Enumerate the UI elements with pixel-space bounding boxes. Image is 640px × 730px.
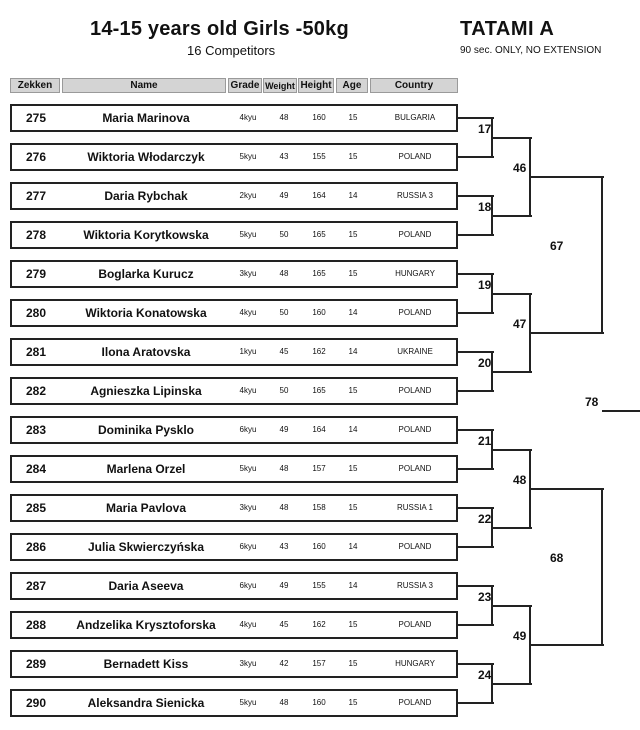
match-number: 22 [478,511,492,526]
match-number: 17 [478,121,492,136]
competitor-row [10,494,458,522]
bracket-line [530,176,604,178]
tatami-label: TATAMI A [460,18,555,40]
height: 157 [312,464,326,473]
bracket-line [492,215,532,217]
competitor-name: Aleksandra Sienicka [87,696,205,710]
competitor-row [10,104,458,132]
header-grade: Grade [228,78,262,93]
height: 164 [312,191,326,200]
competitor-name: Boglarka Kurucz [98,267,194,281]
grade: 3kyu [239,659,257,668]
grade: 5kyu [239,152,257,161]
age: 14 [348,425,358,434]
competitor-row [10,338,458,366]
country: POLAND [398,425,432,434]
competitor-row [10,533,458,561]
country: RUSSIA 1 [396,503,433,512]
country: UKRAINE [397,347,433,356]
height: 160 [312,698,326,707]
bracket-line [458,468,494,470]
match-number: 68 [550,550,564,565]
country: HUNGARY [395,269,435,278]
competitor-row [10,221,458,249]
country: POLAND [398,698,432,707]
match-number: 21 [478,433,492,448]
competitor-name: Daria Aseeva [108,579,184,593]
bracket-line [492,605,532,607]
match-number: 47 [513,316,527,331]
competitor-name: Maria Marinova [102,111,190,125]
grade: 4kyu [239,113,257,122]
zekken-number: 284 [25,462,47,476]
height: 165 [312,230,326,239]
age: 14 [348,581,358,590]
match-number: 49 [513,628,527,643]
zekken-number: 277 [25,189,47,203]
height: 160 [312,113,326,122]
country: POLAND [398,542,432,551]
weight: 49 [279,425,289,434]
match-number: 19 [478,277,492,292]
bracket-line [530,332,604,334]
match-number: 23 [478,589,492,604]
bracket-line [530,488,604,490]
age: 15 [348,152,358,161]
weight: 45 [279,347,289,356]
bracket-line [492,137,532,139]
age: 14 [348,347,358,356]
country: HUNGARY [395,659,435,668]
zekken-number: 288 [25,618,47,632]
match-number: 67 [550,238,564,253]
grade: 5kyu [239,464,257,473]
height: 155 [312,152,326,161]
grade: 5kyu [239,698,257,707]
match-rules: 90 sec. ONLY, NO EXTENSION [460,45,602,56]
grade: 6kyu [239,425,257,434]
age: 15 [348,386,358,395]
grade: 2kyu [239,191,257,200]
bracket-line [492,293,532,295]
zekken-number: 285 [25,501,47,515]
height: 158 [312,503,326,512]
competitor-row [10,260,458,288]
bracket-line [458,663,494,665]
age: 15 [348,620,358,629]
country: POLAND [398,230,432,239]
competitor-row [10,299,458,327]
age: 15 [348,464,358,473]
grade: 4kyu [239,620,257,629]
weight: 50 [279,386,289,395]
header-zekken: Zekken [10,78,60,93]
competitor-name: Daria Rybchak [104,189,188,203]
zekken-number: 280 [25,306,47,320]
competitor-row [10,377,458,405]
age: 15 [348,269,358,278]
bracket-line [458,273,494,275]
competitor-name: Wiktoria Włodarczyk [87,150,205,164]
weight: 50 [279,230,289,239]
bracket-line [492,683,532,685]
weight: 48 [279,113,289,122]
competitor-name: Andzelika Krysztoforska [76,618,216,632]
competitor-row [10,416,458,444]
country: POLAND [398,620,432,629]
country: POLAND [398,308,432,317]
country: BULGARIA [394,113,436,122]
country: RUSSIA 3 [396,191,433,200]
match-number: 48 [513,472,527,487]
bracket-line [602,410,640,412]
competitor-name: Dominika Pysklo [97,423,195,437]
grade: 1kyu [239,347,257,356]
header-weight: Weight [263,78,297,93]
weight: 48 [279,269,289,278]
zekken-number: 279 [25,267,47,281]
height: 160 [312,308,326,317]
header-height: Height [298,78,334,93]
grade: 6kyu [239,542,257,551]
bracket-line [458,312,494,314]
zekken-number: 287 [25,579,47,593]
competitor-name: Ilona Aratovska [101,345,191,359]
bracket-line [458,351,494,353]
bracket-line [458,117,494,119]
header-name: Name [62,78,226,93]
weight: 42 [279,659,289,668]
country: POLAND [398,152,432,161]
match-number: 24 [478,667,492,682]
bracket-line [530,644,604,646]
bracket-line [458,156,494,158]
competitor-name: Wiktoria Korytkowska [83,228,209,242]
competitor-row [10,611,458,639]
bracket-line [458,624,494,626]
zekken-number: 281 [25,345,47,359]
bracket-line [601,177,603,334]
bracket-line [492,527,532,529]
height: 164 [312,425,326,434]
age: 15 [348,659,358,668]
weight: 45 [279,620,289,629]
weight: 48 [279,503,289,512]
bracket-line [458,585,494,587]
bracket-line [458,429,494,431]
height: 157 [312,659,326,668]
bracket-line [492,449,532,451]
age: 15 [348,113,358,122]
age: 15 [348,698,358,707]
bracket-line [458,702,494,704]
competitor-row [10,143,458,171]
country: POLAND [398,464,432,473]
weight: 50 [279,308,289,317]
match-number: 46 [513,160,527,175]
zekken-number: 289 [25,657,47,671]
grade: 3kyu [239,269,257,278]
competitor-count: 16 Competitors [187,43,276,58]
age: 14 [348,542,358,551]
age: 14 [348,191,358,200]
grade: 5kyu [239,230,257,239]
bracket-line [458,234,494,236]
event-title: 14-15 years old Girls -50kg [90,18,349,40]
competitor-row [10,650,458,678]
grade: 4kyu [239,308,257,317]
age: 15 [348,230,358,239]
competitor-row [10,182,458,210]
height: 162 [312,347,326,356]
competitor-row [10,572,458,600]
match-number: 18 [478,199,492,214]
competitor-name: Maria Pavlova [105,501,187,515]
grade: 6kyu [239,581,257,590]
weight: 49 [279,581,289,590]
match-number: 78 [585,394,599,409]
weight: 43 [279,152,289,161]
header-country: Country [370,78,458,93]
age: 15 [348,503,358,512]
height: 162 [312,620,326,629]
competitor-name: Marlena Orzel [106,462,186,476]
country: POLAND [398,386,432,395]
height: 165 [312,386,326,395]
grade: 3kyu [239,503,257,512]
competitor-name: Wiktoria Konatowska [85,306,207,320]
competitor-row [10,689,458,717]
competitor-name: Agnieszka Lipinska [90,384,202,398]
zekken-number: 276 [25,150,47,164]
weight: 48 [279,464,289,473]
bracket-line [458,390,494,392]
height: 155 [312,581,326,590]
competitor-name: Bernadett Kiss [103,657,189,671]
bracket-line [601,489,603,646]
weight: 48 [279,698,289,707]
match-number: 20 [478,355,492,370]
zekken-number: 290 [25,696,47,710]
age: 14 [348,308,358,317]
competitor-row [10,455,458,483]
zekken-number: 283 [25,423,47,437]
header-age: Age [336,78,368,93]
weight: 43 [279,542,289,551]
bracket-line [458,507,494,509]
country: RUSSIA 3 [396,581,433,590]
zekken-number: 275 [25,111,47,125]
zekken-number: 286 [25,540,47,554]
bracket-line [458,195,494,197]
zekken-number: 282 [25,384,47,398]
height: 160 [312,542,326,551]
competitor-name: Julia Skwierczyńska [87,540,205,554]
weight: 49 [279,191,289,200]
zekken-number: 278 [25,228,47,242]
grade: 4kyu [239,386,257,395]
bracket-line [492,371,532,373]
bracket-line [458,546,494,548]
height: 165 [312,269,326,278]
